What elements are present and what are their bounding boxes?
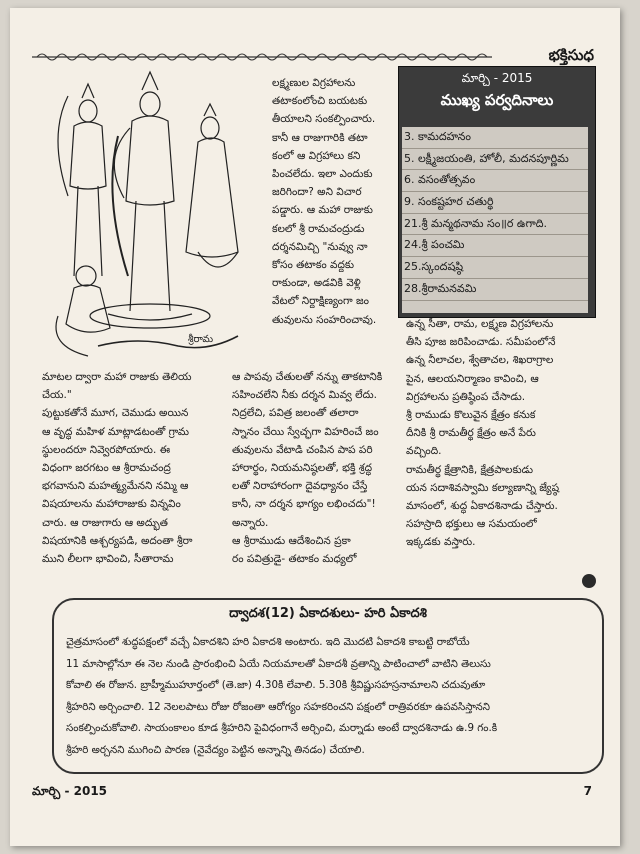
article-line: వచ్చింది. <box>406 445 442 458</box>
article-line: భగవానుని మహత్మ్యమేనని నమ్మి ఆ <box>42 480 189 493</box>
article-line: యన సదాశివస్వామి కల్యాణాన్ని జ్యేష్ఠ <box>406 481 560 494</box>
magazine-name: భక్తిసుధ <box>548 46 594 64</box>
article-line: చేయ." <box>42 389 72 402</box>
ekadashi-title: ద్వాదశ(12) ఏకాదశులు- హరి ఏకాదశి <box>229 606 427 621</box>
article-column-2 <box>232 368 407 568</box>
festival-item: 6. వసంతోత్సవం <box>402 170 588 192</box>
article-line: ఆ వృద్ధ మహిళ మాట్లాడటంతో గ్రామ <box>42 425 190 438</box>
article-line: ఆ శ్రీరాముడు ఆదేశించిన ప్రకా <box>232 534 351 547</box>
article-line: ఉన్న సీతా, రామ, లక్ష్మణ విగ్రహాలను <box>406 318 554 330</box>
footer-month: మార్చి - 2015 <box>32 784 108 798</box>
article-column-1 <box>42 368 232 568</box>
ekadashi-line: శ్రీహరి అర్చనని ముగించి పారణ (నైవేద్యం పెట్టిన అన్నాన్ని తినడం) చేయాలి. <box>66 743 365 756</box>
ekadashi-line: శ్రీహరిని అర్చించాలి. 12 నెలలపాటు రోజు రోజంతా ఆరోగ్యం సహకరించని పక్షంలో రాత్రివరకూ ఉపవసిస్తానని <box>66 700 490 713</box>
rama-parivar-illustration-icon <box>38 66 266 366</box>
article-line: పడ్డారు. ఆ మహా రాజుకు <box>272 204 373 217</box>
figure-caption: శ్రీరామ <box>188 334 214 345</box>
end-mark-icon <box>582 574 596 588</box>
article-line: హారార్థం, నియమనిష్ఠలతో, భక్తి శ్రద్ధ <box>232 462 372 475</box>
article-line: కానీ, నా దర్శన భాగ్యం లభించదు"! <box>232 498 376 511</box>
article-line: తీసి పూజ జరిపించాడు. సమీపంలోనే <box>406 336 556 349</box>
article-line: రాకుండా, అడవికి వెళ్లి <box>272 277 361 290</box>
article-line: పించలేదు. ఇలా ఎందుకు <box>272 168 373 181</box>
article-line: రామతీర్థ క్షేత్రానికి, క్షేత్రపాలకుడు <box>406 463 533 476</box>
article-line: నిద్రలేచి, పవిత్ర జలంతో తలారా <box>232 407 359 420</box>
article-line: లతో నిరాహారంగా దైవధ్యానం చేస్తే <box>232 480 368 493</box>
article-line: కంలో ఆ విగ్రహాలు కని <box>272 149 361 162</box>
page-number: 7 <box>583 784 592 798</box>
festival-list <box>402 127 588 313</box>
festival-item: 24.శ్రీ పంచమి <box>402 235 588 257</box>
festival-item: 28.శ్రీరామనవమి <box>402 279 588 301</box>
article-line: తువులను వేటాడి చంపిన పాప పరి <box>232 443 373 456</box>
article-line: స్నానం చేయి స్వేచ్ఛగా విహరించే జం <box>232 425 379 438</box>
article-line: సహస్రాది భక్తులు ఆ సమయంలో <box>406 518 537 531</box>
article-line: తీయాలని సంకల్పించారు. <box>272 113 376 126</box>
article-line: కానీ ఆ రాజుగారికి తటా <box>272 131 368 144</box>
ekadashi-line: కోవాలి ఈ రోజున. బ్రాహ్మీముహూర్తంలో (తె.జా) 4.30కి లేవాలి. 5.30కి శ్రీవిష్ణుసహస్రనామాలని చదువుతూ <box>66 679 486 691</box>
festival-item: 21.శ్రీ మన్మథనామ సం॥ర ఉగాది. <box>402 214 588 236</box>
article-line: తువులను సంహరించావు. <box>272 313 377 326</box>
article-line: విషయానికి ఆశ్చర్యపడి, అదంతా శ్రీరా <box>42 534 193 547</box>
article-line: విషయాలను మహారాజుకు విన్నవిం <box>42 498 181 511</box>
article-line: తటాకంలోంచి బయటకు <box>272 95 368 108</box>
article-line: లక్ష్మణుల విగ్రహాలను <box>272 77 356 89</box>
article-column-2-top <box>272 74 402 329</box>
ekadashi-line: 11 మాసాల్లోనూ ఈ నెల నుండి ప్రారంభించి ఏయే నియమాలతో ఏకాదశీ వ్రతాన్ని పాటించాలో వాటిని తెలుసు <box>66 657 491 670</box>
article-line: దీనికి శ్రీ రామతీర్థ క్షేత్రం అనే పేరు <box>406 427 536 440</box>
article-line: వేటలో నిర్దాక్షిణ్యంగా జం <box>272 295 369 308</box>
article-line: విధంగా జరగటం ఆ శ్రీరామచంద్ర <box>42 462 171 475</box>
festival-header <box>399 67 595 125</box>
article-line: పైన, ఆలయనిర్మాణం కావించి, ఆ <box>406 372 539 385</box>
festival-title: ముఖ్య పర్వదినాలు <box>440 91 554 109</box>
ekadashi-line: సంకల్పించుకోవాలి. సాయంకాలం కూడ శ్రీహరిని పైవిధంగానే అర్చించి, మర్నాడు అంటే ద్వాదశినాడు ఉ.9 గం.కి <box>66 722 498 734</box>
magazine-page <box>10 8 620 846</box>
article-line: ఉన్న నీలాచల, శ్వేతాచల, శిఖరాగ్రాల <box>406 354 554 367</box>
decorative-border-icon <box>32 50 492 64</box>
festival-box <box>398 66 596 318</box>
article-line: శ్రీ రాముడు కొలువైన క్షేత్రం కనుక <box>406 409 536 422</box>
article-line: కలలో శ్రీ రామచంద్రుడు <box>272 222 365 235</box>
article-line: ముని లీలగా భావించి, సీతారామ <box>42 553 174 566</box>
article-line: మాసంలో, శుద్ధ ఏకాదశినాడు చేస్తారు. <box>406 500 558 513</box>
festival-date: మార్చి - 2015 <box>461 71 533 85</box>
article-line: సహించలేని నీకు దర్శన మివ్వ లేదు. <box>232 389 377 402</box>
article-line: విగ్రహాలను ప్రతిష్ఠింప చేసాడు. <box>406 390 526 403</box>
article-line: కోసం తటాకం వద్దకు <box>272 259 354 272</box>
article-line: జరిగిందా? అని విచార <box>272 186 362 199</box>
article-line: మాటల ద్వారా మహా రాజుకు తెలియ <box>42 371 192 383</box>
ekadashi-box <box>52 598 604 774</box>
article-line: దర్శనమిచ్చి "నువ్వు నా <box>272 240 368 253</box>
article-line: పుట్టుకతోనే మూగ, చెముడు అయిన <box>42 407 189 420</box>
article-line: ఇక్కడకు వస్తారు. <box>406 536 476 549</box>
article-line: స్థులందరూ నివ్వెరపోయారు. ఈ <box>42 443 171 456</box>
article-column-3 <box>406 315 594 552</box>
article-line: అన్నారు. <box>232 516 269 529</box>
festival-item: 25.స్కందషష్ఠి <box>402 257 588 279</box>
ekadashi-line: చైత్రమాసంలో శుద్ధపక్షంలో వచ్చే ఏకాదశిని హరి ఏకాదశి అంటారు. ఇది మొదటి ఏకాదశి కాబట్టి రాబోయే <box>66 636 470 648</box>
ekadashi-body <box>66 632 592 761</box>
festival-item: 3. కామదహనం <box>402 127 588 149</box>
festival-item: 9. సంకష్టహర చతుర్థి <box>402 192 588 214</box>
page-header <box>32 46 594 64</box>
article-line: రం పవిత్రుడై- తటాకం మధ్యలో <box>232 553 357 566</box>
festival-item: 5. లక్ష్మీజయంతి, హోలీ, మదనపూర్ణిమ <box>402 149 588 171</box>
article-line: ఆ పాపవు చేతులతో నన్ను తాకటానికి <box>232 371 383 383</box>
article-line: చారు. ఆ రాజుగారు ఆ అద్భుత <box>42 516 168 529</box>
